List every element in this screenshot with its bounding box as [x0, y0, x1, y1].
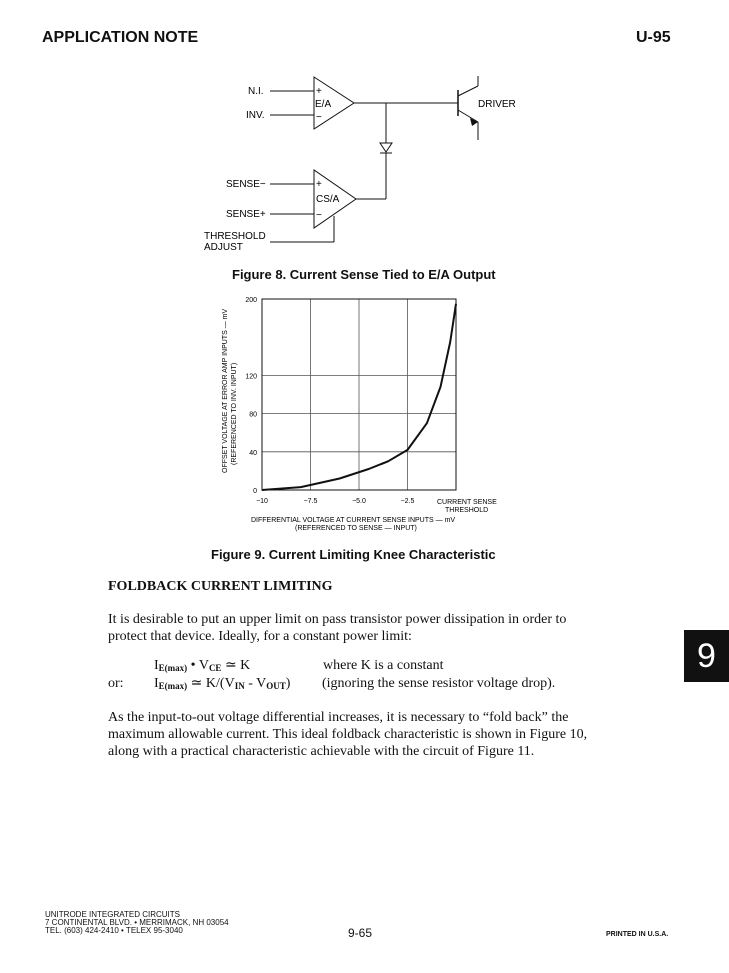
chart-y-tick-label: 40	[249, 449, 257, 457]
section-heading: FOLDBACK CURRENT LIMITING	[108, 579, 333, 594]
chart-y-tick-label: 0	[253, 488, 257, 495]
chart-xlabel-line1: DIFFERENTIAL VOLTAGE AT CURRENT SENSE INPUTS — mV	[251, 517, 456, 524]
chart-ylabel-line1: OFFSET VOLTAGE AT ERROR AMP INPUTS — mV	[222, 308, 229, 473]
footer-address-block	[45, 911, 229, 935]
chapter-tab: 9	[684, 630, 729, 682]
chart-x-tick-label: −7.5	[303, 498, 318, 505]
sense-minus-label: SENSE−	[226, 179, 266, 190]
csa-minus-label: −	[316, 210, 322, 221]
chart-ylabel-line2: (REFERENCED TO INV. INPUT)	[231, 362, 238, 465]
header-title: APPLICATION NOTE	[42, 29, 199, 46]
footer-phone: TEL. (603) 424-2410 • TELEX 95-3040	[45, 926, 183, 935]
paragraph-2: As the input-to-out voltage differential increases, it is necessary to “fold back” the maximum allowable current. This ideal foldback characteristic is shown in Figure 10, along with a practical characteristic achievable with the circuit of Figure 11.	[108, 710, 588, 759]
chart-x-end-label-line1: CURRENT SENSE	[437, 499, 497, 506]
driver-label: DRIVER	[478, 99, 516, 110]
threshold-label: THRESHOLD	[204, 231, 266, 242]
paragraph-1: It is desirable to put an upper limit on pass transistor power dissipation in order to protect that device. Ideally, for a constant power limit:	[108, 612, 567, 644]
figure8-caption: Figure 8. Current Sense Tied to E/A Output	[232, 267, 496, 282]
header-page-code: U-95	[636, 29, 671, 46]
chart-x-tick-label: −5.0	[352, 498, 366, 505]
csa-plus-label: +	[316, 179, 322, 190]
footer-page-number: 9-65	[348, 926, 373, 940]
chart-y-tick-label: 80	[249, 411, 257, 419]
ni-label: N.I.	[248, 86, 264, 97]
or-label: or:	[108, 676, 124, 691]
footer-address: 7 CONTINENTAL BLVD. • MERRIMACK, NH 03054	[45, 918, 229, 927]
chart-x-tick-label: −2.5	[400, 498, 415, 505]
ea-minus-label: −	[316, 112, 322, 123]
ea-label: E/A	[315, 99, 332, 110]
figure9-caption: Figure 9. Current Limiting Knee Characteristic	[211, 547, 496, 562]
figure8-schematic	[0, 0, 729, 270]
ea-plus-label: +	[316, 86, 322, 97]
driver-collector	[458, 86, 478, 96]
chart-x-tick-label: −10	[256, 498, 268, 505]
chart-x-end-label-line2: THRESHOLD	[445, 507, 489, 514]
footer-company: UNITRODE INTEGRATED CIRCUITS	[45, 910, 180, 919]
driver-emitter	[458, 110, 478, 122]
footer-printed: PRINTED IN U.S.A.	[606, 931, 669, 938]
diode-symbol	[380, 143, 392, 152]
inv-label: INV.	[246, 110, 265, 121]
equation-2-note: (ignoring the sense resistor voltage drop).	[322, 676, 556, 691]
csa-label: CS/A	[316, 194, 340, 205]
equation-2: $I_{E(max)}$ ≃ $K/(V_{IN} - V_{OUT})$	[154, 676, 291, 691]
equation-1: $I_{E(max)}$ • $V_{CE}$ ≃ K	[154, 658, 251, 673]
chart-y-tick-label: 200	[245, 297, 257, 304]
chart-y-tick-label: 120	[245, 373, 257, 381]
chart-grid	[262, 299, 456, 490]
equation-1-note: where K is a constant	[323, 658, 444, 673]
sense-plus-label: SENSE+	[226, 209, 266, 220]
figure9-chart	[0, 290, 729, 540]
chart-xlabel-line2: (REFERENCED TO SENSE — INPUT)	[295, 525, 417, 532]
adjust-label: ADJUST	[204, 242, 243, 253]
